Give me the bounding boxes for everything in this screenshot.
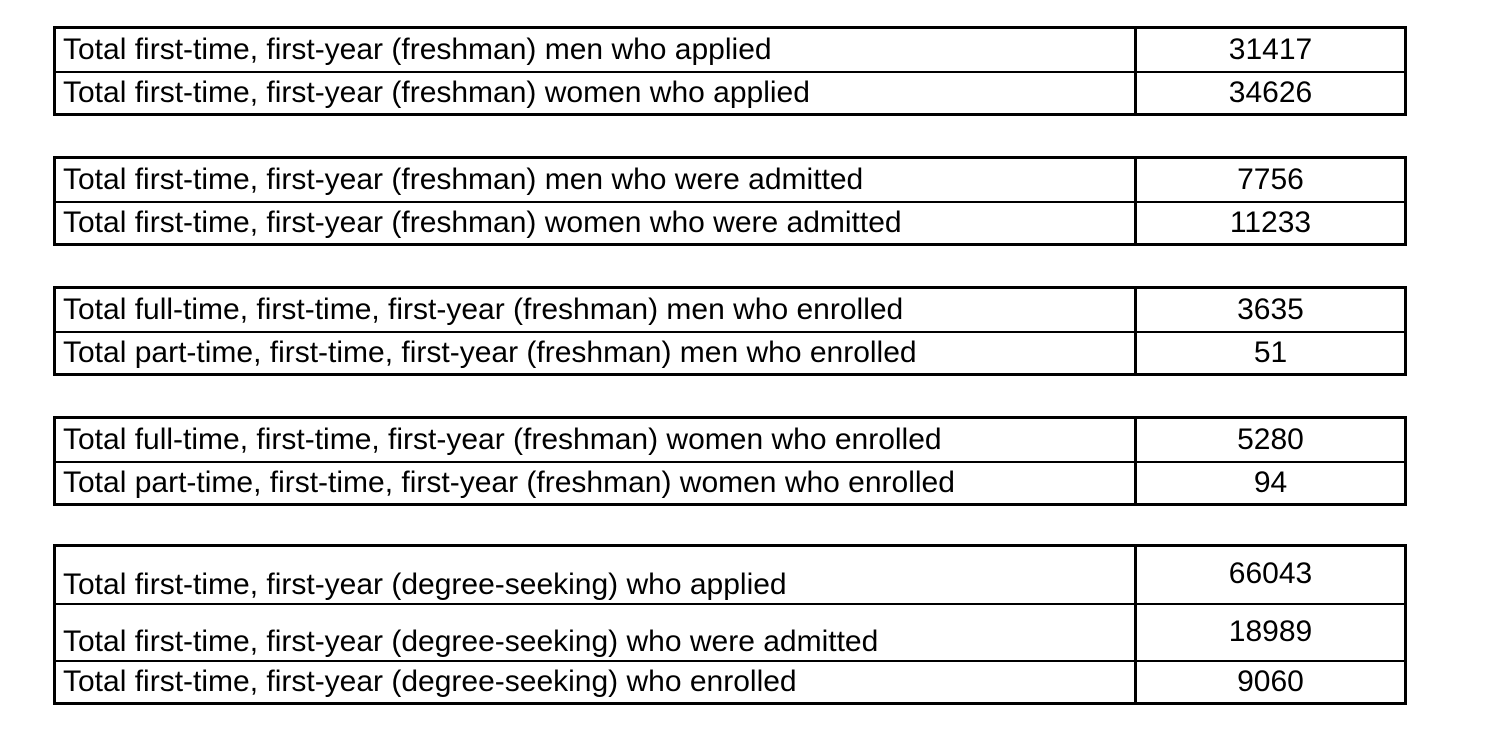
row-label: Total first-time, first-year (degree-seeking) who were admitted <box>56 605 1137 660</box>
row-label: Total first-time, first-year (freshman) women who applied <box>56 73 1137 113</box>
women-enrolled-table <box>53 416 1407 506</box>
table-row <box>56 201 1404 243</box>
applied-by-gender-table <box>53 26 1407 116</box>
row-value: 3635 <box>1237 293 1304 326</box>
row-value: 11233 <box>1229 206 1312 239</box>
row-value: 66043 <box>1228 557 1313 590</box>
table-row <box>56 419 1404 461</box>
row-value: 18989 <box>1228 615 1313 648</box>
row-label: Total part-time, first-time, first-year (freshman) women who enrolled <box>56 463 1137 503</box>
row-value: 9060 <box>1237 665 1304 698</box>
row-value: 7756 <box>1237 163 1304 196</box>
degree-seeking-totals-table <box>53 544 1407 705</box>
admitted-by-gender-table <box>53 156 1407 246</box>
row-value: 94 <box>1253 466 1288 499</box>
row-label: Total first-time, first-year (freshman) men who applied <box>56 29 1137 71</box>
row-label: Total full-time, first-time, first-year (freshman) men who enrolled <box>56 289 1137 331</box>
row-value: 51 <box>1253 336 1288 369</box>
row-value: 5280 <box>1237 423 1304 456</box>
row-label: Total full-time, first-time, first-year (freshman) women who enrolled <box>56 419 1137 461</box>
row-label: Total first-time, first-year (degree-seeking) who enrolled <box>56 662 1137 702</box>
table-row <box>56 660 1404 702</box>
row-value: 31417 <box>1228 33 1313 66</box>
table-row <box>56 29 1404 71</box>
table-row <box>56 289 1404 331</box>
row-label: Total part-time, first-time, first-year (freshman) men who enrolled <box>56 333 1137 373</box>
table-row <box>56 159 1404 201</box>
row-label: Total first-time, first-year (freshman) men who were admitted <box>56 159 1137 201</box>
row-label: Total first-time, first-year (freshman) women who were admitted <box>56 203 1137 243</box>
row-value: 34626 <box>1228 76 1313 109</box>
table-row <box>56 547 1404 603</box>
table-row <box>56 461 1404 503</box>
table-row <box>56 331 1404 373</box>
table-row <box>56 603 1404 660</box>
table-row <box>56 71 1404 113</box>
men-enrolled-table <box>53 286 1407 376</box>
row-label: Total first-time, first-year (degree-seeking) who applied <box>56 547 1137 603</box>
